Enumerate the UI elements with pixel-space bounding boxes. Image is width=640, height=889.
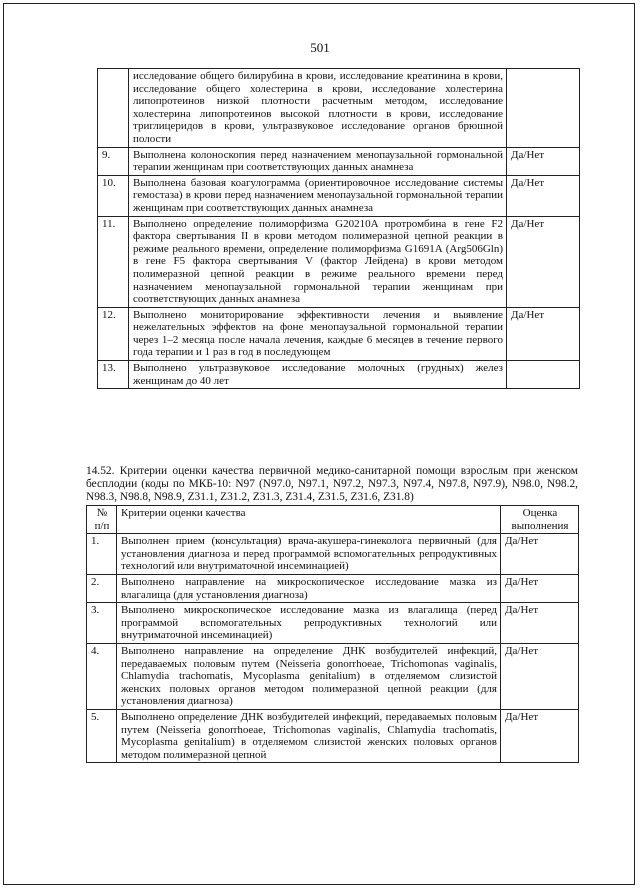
criterion-text: Выполнено микроскопическое исследование мазка из влагалища (перед программой вспомогательных репродуктивных технологий или внутриматочной инсеминацией): [117, 603, 501, 644]
row-number: 5.: [87, 709, 117, 762]
criterion-text: Выполнена базовая коагулограмма (ориентировочное исследование системы гемостаза) в крови перед назначением менопаузальной гормональной терапии женщинам при соответствующих данных анамнеза: [129, 175, 507, 216]
row-number: [98, 69, 129, 148]
criteria-table-infertility: [86, 505, 579, 763]
assessment-value: [507, 69, 580, 148]
criterion-text: Выполнено направление на микроскопическое исследование мазка из влагалища (для установления диагноза): [117, 574, 501, 602]
table-row: [87, 709, 579, 762]
column-header-criteria: Критерии оценки качества: [117, 506, 501, 534]
section-heading: 14.52. Критерии оценки качества первичной медико-санитарной помощи взрослым при женском бесплодии (коды по МКБ-10: N97 (N97.0, N97.1, N97.2, N97.3, N97.4, N97.8, N97.9), N98.0, N98.2, N98.3, N98.8, N98.9, Z31.1, Z31.2, Z31.3, Z31.4, Z31.5, Z31.6, Z31.8): [86, 465, 578, 503]
table-header-row: [87, 506, 579, 534]
row-number: 13.: [98, 361, 129, 389]
assessment-value: Да/Нет: [501, 709, 579, 762]
table-row: [87, 534, 579, 575]
column-header-number: № п/п: [87, 506, 117, 534]
assessment-value: Да/Нет: [501, 643, 579, 709]
assessment-value: Да/Нет: [507, 147, 580, 175]
table-row: [87, 643, 579, 709]
criterion-text: Выполнено направление на определение ДНК возбудителей инфекций, передаваемых половым путем (Neisseria gonorrhoeae, Trichomonas vaginalis, Chlamydia trachomatis, Mycoplasma genitalium) в отделяемом слизистой женских половых органов методом полимеразной цепной реакции (для установления диагноза): [117, 643, 501, 709]
criterion-text: Выполнено определение полиморфизма G20210A протромбина в гене F2 фактора свертывания II в крови методом полимеразной цепной реакции в режиме реального времени, определение полиморфизма G1691A (Arg506Gln) в гене F5 фактора свертывания V (фактор Лейдена) в крови методом полимеразной цепной реакции в режиме реального времени перед назначением менопаузальной гормональной терапии женщинам при соответствующих данных анамнеза: [129, 216, 507, 307]
table-row: [98, 216, 580, 307]
page-number: 501: [310, 40, 330, 55]
criterion-text: Выполнен прием (консультация) врача-акушера-гинеколога первичный (для установления диагноза и перед программой вспомогательных репродуктивных технологий или внутриматочной инсеминацией): [117, 534, 501, 575]
criterion-text: Выполнено мониторирование эффективности лечения и выявление нежелательных эффектов на фоне менопаузальной гормональной терапии через 1–2 месяца после начала лечения, каждые 6 месяцев в течение первого года терапии и 1 раз в год в последующем: [129, 307, 507, 360]
criterion-text: Выполнено ультразвуковое исследование молочных (грудных) желез женщинам до 40 лет: [129, 361, 507, 389]
assessment-value: [507, 361, 580, 389]
assessment-value: Да/Нет: [501, 603, 579, 644]
criterion-text: исследование общего билирубина в крови, исследование креатинина в крови, исследование общего холестерина в крови, исследование холестерина липопротеинов низкой плотности расчетным методом, исследование холестерина липопротеинов высокой плотности в крови, исследование триглицеридов в крови, ультразвуковое исследование органов брюшной полости: [129, 69, 507, 148]
row-number: 11.: [98, 216, 129, 307]
row-number: 4.: [87, 643, 117, 709]
table-row: [98, 69, 580, 148]
assessment-value: Да/Нет: [501, 574, 579, 602]
row-number: 3.: [87, 603, 117, 644]
row-number: 2.: [87, 574, 117, 602]
table-row: [98, 175, 580, 216]
row-number: 9.: [98, 147, 129, 175]
criteria-table-continued: [97, 68, 580, 389]
table-row: [87, 603, 579, 644]
row-number: 1.: [87, 534, 117, 575]
assessment-value: Да/Нет: [507, 216, 580, 307]
assessment-value: Да/Нет: [501, 534, 579, 575]
table-row: [98, 147, 580, 175]
criterion-text: Выполнено определение ДНК возбудителей инфекций, передаваемых половым путем (Neisseria gonorrhoeae, Trichomonas vaginalis, Chlamydia trachomatis, Mycoplasma genitalium) в отделяемом слизистой женских половых органов методом полимеразной цепной: [117, 709, 501, 762]
row-number: 12.: [98, 307, 129, 360]
table-row: [98, 307, 580, 360]
table-row: [87, 574, 579, 602]
table-row: [98, 361, 580, 389]
column-header-assessment: Оценка выполнения: [501, 506, 579, 534]
assessment-value: Да/Нет: [507, 307, 580, 360]
row-number: 10.: [98, 175, 129, 216]
criterion-text: Выполнена колоноскопия перед назначением менопаузальной гормональной терапии женщинам при соответствующих данных анамнеза: [129, 147, 507, 175]
assessment-value: Да/Нет: [507, 175, 580, 216]
